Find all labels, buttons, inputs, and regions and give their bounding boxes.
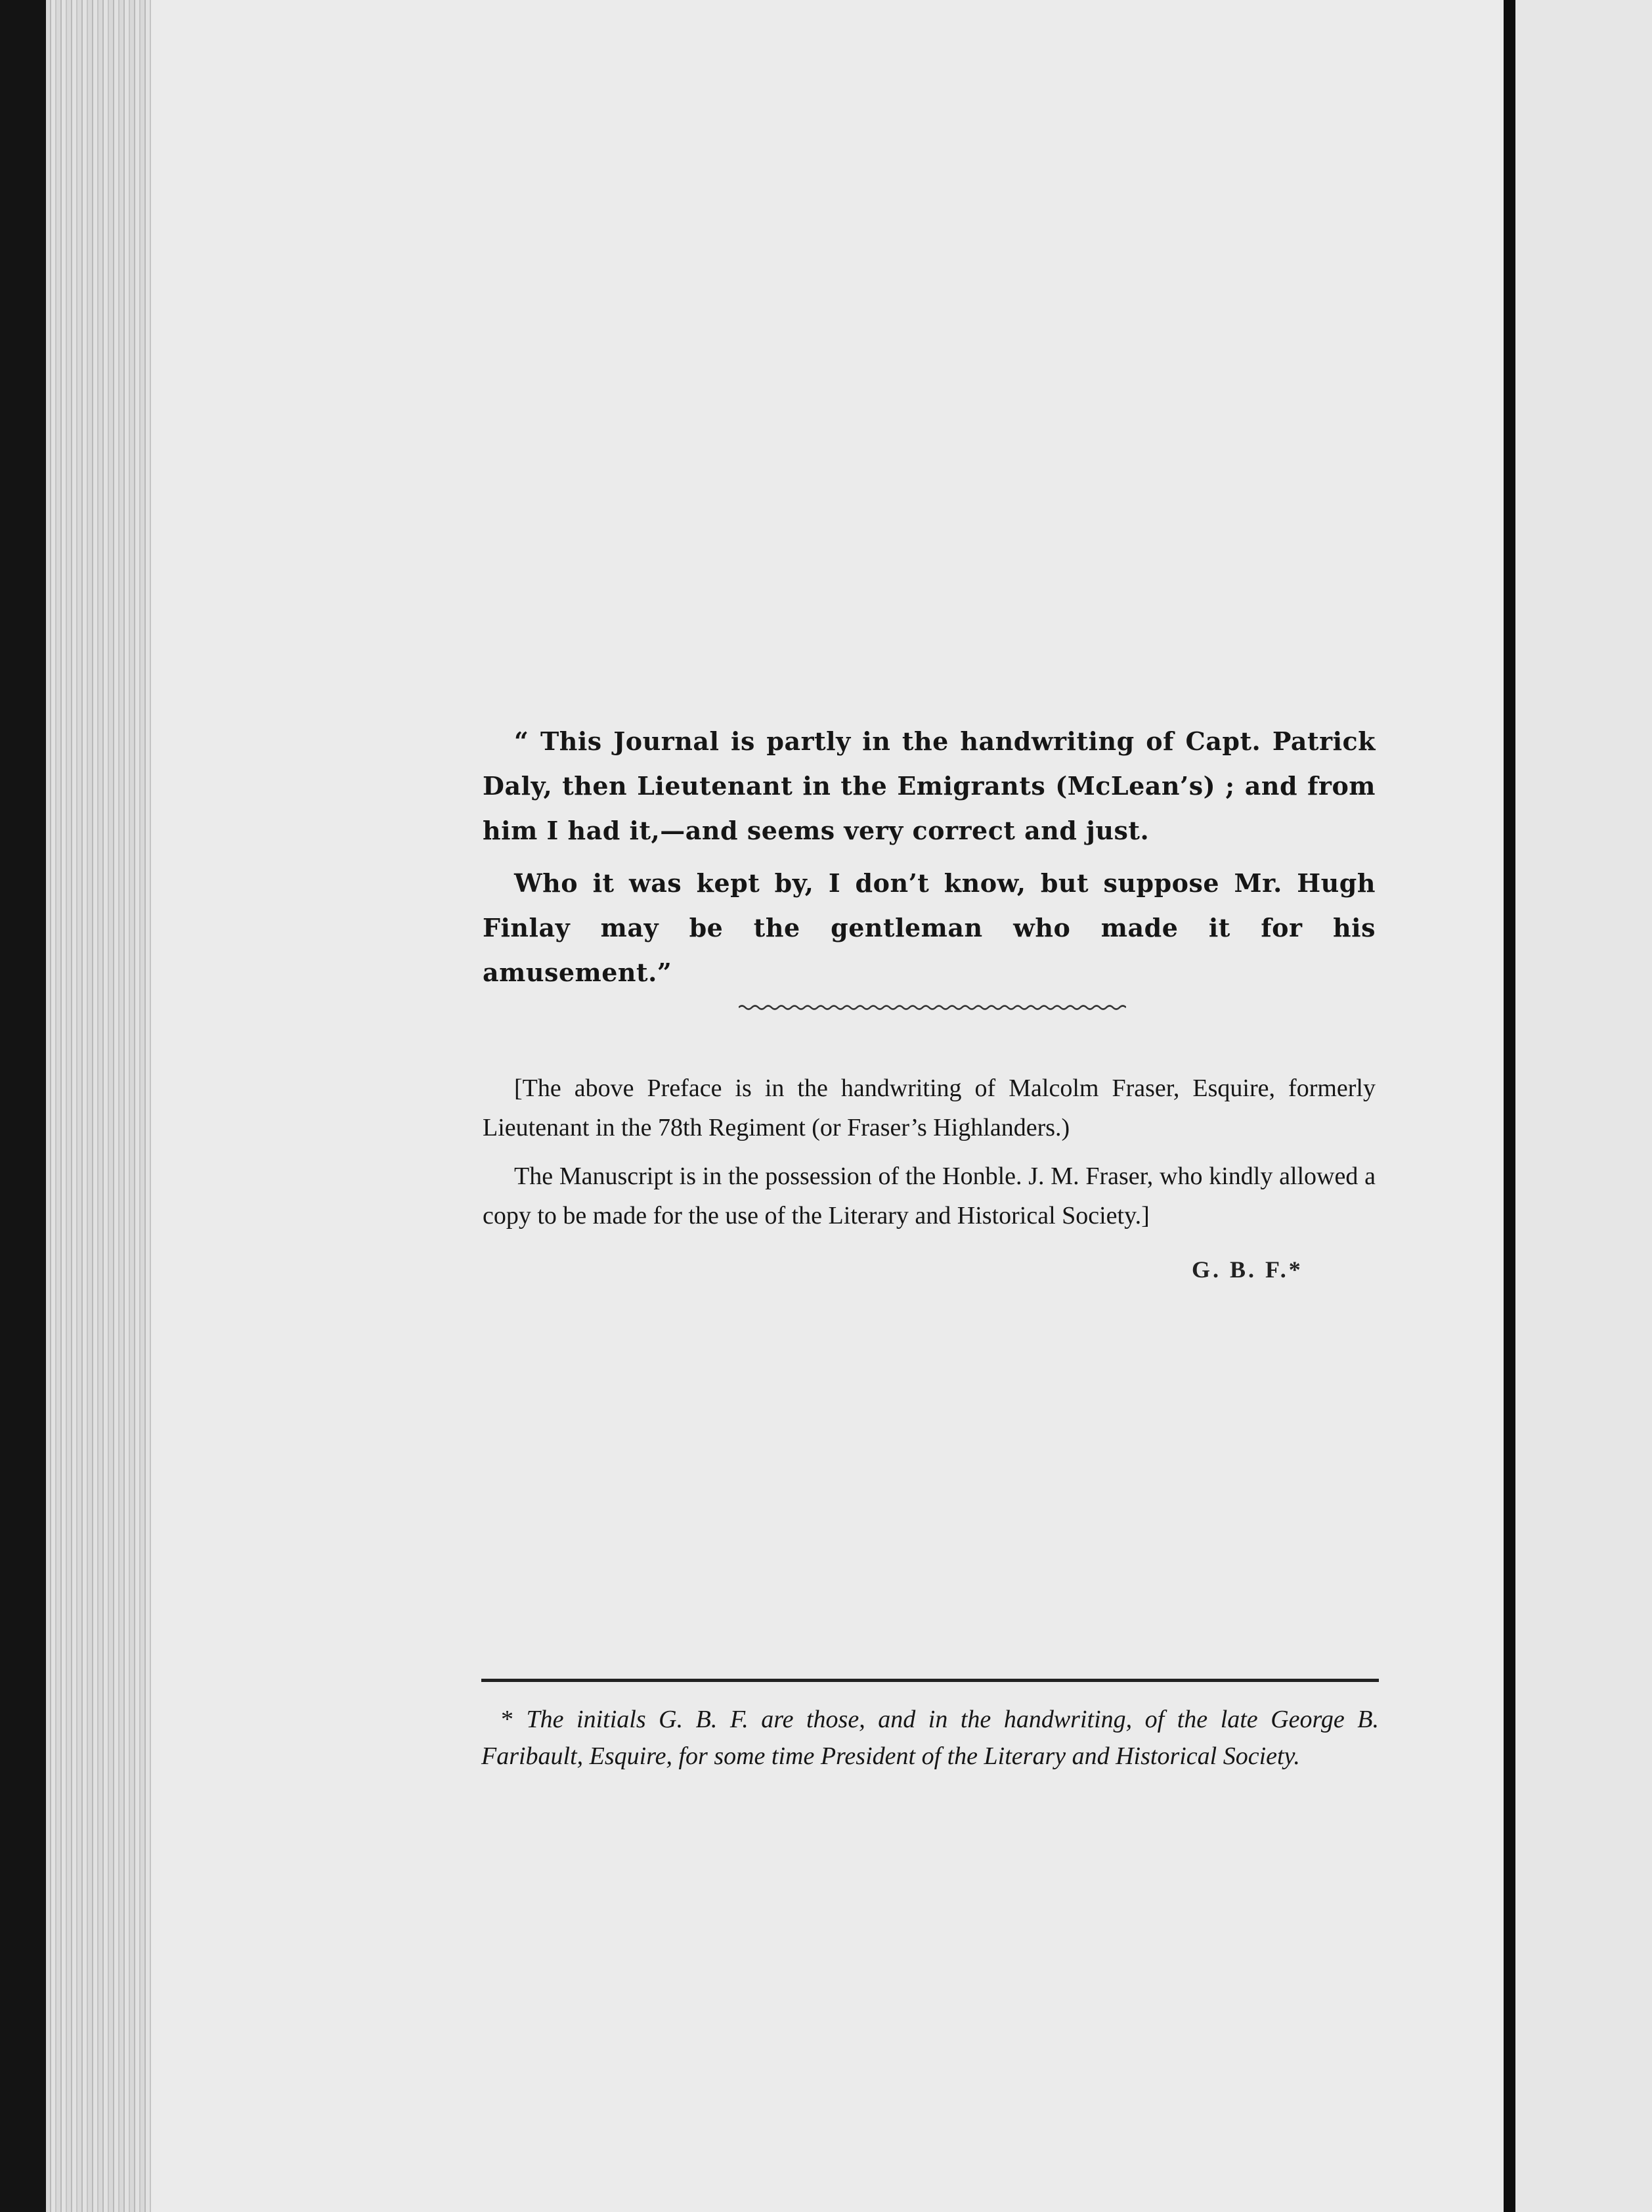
book-gutter (1504, 0, 1515, 2212)
footnote-rule (481, 1679, 1379, 1682)
next-page-edge (1515, 0, 1652, 2212)
wavy-divider (739, 1003, 1126, 1012)
footnote-text: The initials G. B. F. are those, and in the handwriting, of the late George B. Faribault, Esquire, for some time President of the Literary and Historical Society. (481, 1706, 1380, 1770)
footnote-marker: * (501, 1706, 513, 1733)
footnote (481, 1701, 1379, 1775)
preface-paragraph-2: Who it was kept by, I don’t know, but suppose Mr. Hugh Finlay may be the gentleman who made it for his amusement.” (483, 868, 1376, 987)
editor-note-paragraph-1: [The above Preface is in the handwriting of Malcolm Fraser, Esquire, formerly Lieutenant in the 78th Regiment (or Fraser’s Highlanders.) (483, 1074, 1376, 1141)
signature-initials: G. B. F.* (1192, 1256, 1303, 1283)
editor-note-block (483, 1069, 1376, 1245)
editor-note-paragraph-2: The Manuscript is in the possession of the Honble. J. M. Fraser, who kindly allowed a copy to be made for the use of the Literary and Historical Society.] (483, 1162, 1376, 1229)
page-edges (46, 0, 151, 2212)
preface-paragraph-1: “ This Journal is partly in the handwriting of Capt. Patrick Daly, then Lieutenant in the Emigrants (McLean’s) ; and from him I had it,—and seems very correct and just. (483, 726, 1376, 845)
preface-block (483, 719, 1376, 1003)
